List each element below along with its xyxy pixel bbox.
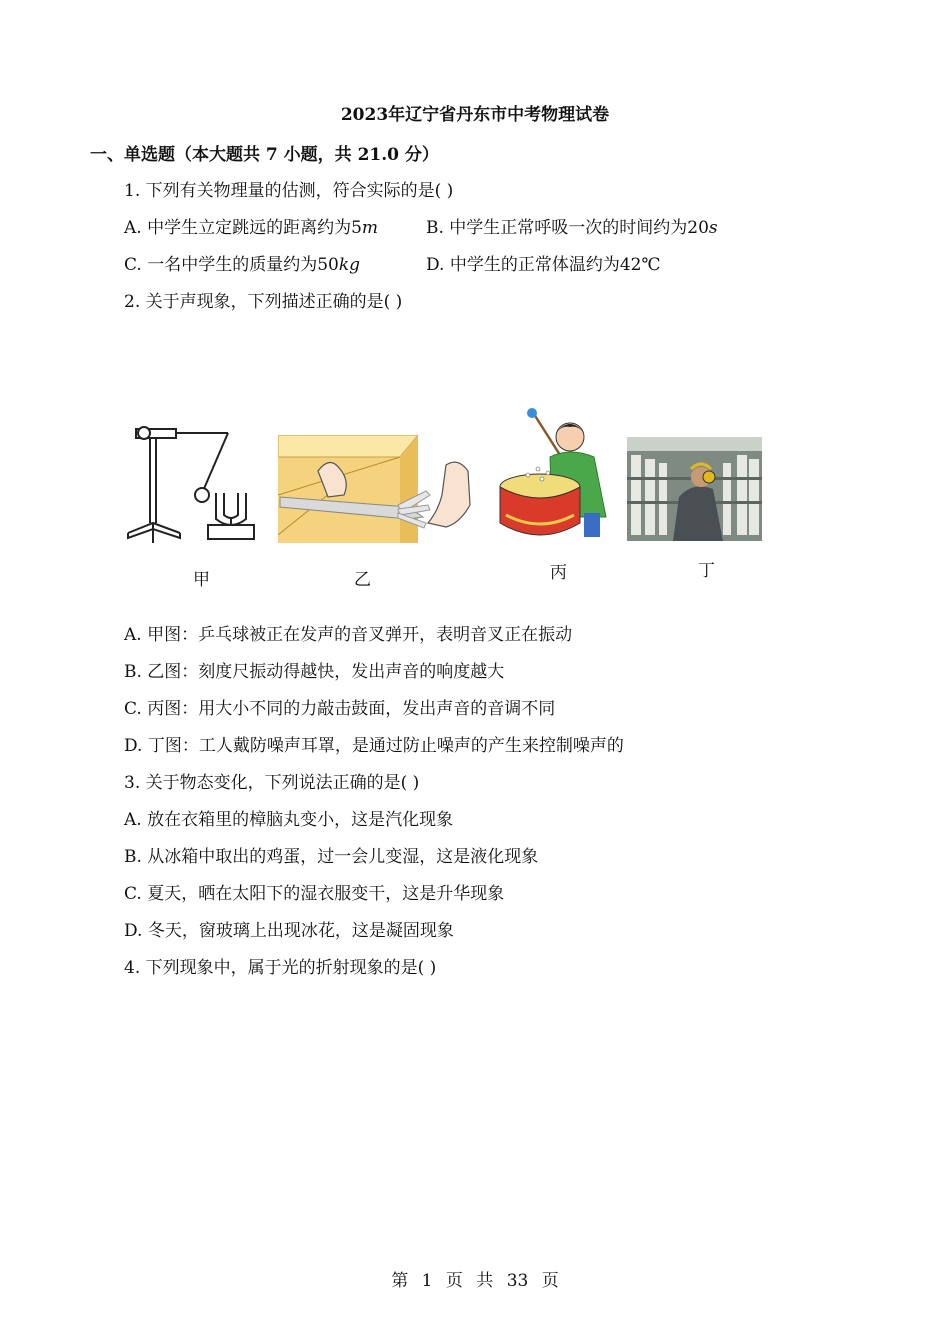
tuning-fork-figure (120, 415, 265, 555)
footer-word-ye: 页 (445, 1271, 463, 1291)
footer-word-di: 第 (391, 1271, 409, 1291)
page-title: 2023年辽宁省丹东市中考物理试卷 (340, 105, 610, 125)
footer-total-pages: 33 (506, 1271, 529, 1291)
q1-stem: 1. 下列有关物理量的估测，符合实际的是( ) (124, 181, 454, 201)
q3-stem: 3. 关于物态变化，下列说法正确的是( ) (124, 773, 420, 793)
footer-page-number: 1 (421, 1271, 433, 1291)
figure-label-yi: 乙 (354, 570, 371, 590)
figure-label-jia: 甲 (193, 570, 210, 590)
q2-option-c: C. 丙图：用大小不同的力敲击鼓面，发出声音的音调不同 (124, 699, 556, 719)
q2-option-b: B. 乙图：刻度尺振动得越快，发出声音的响度越大 (124, 662, 505, 682)
ruler-figure (278, 435, 478, 545)
q3-option-d: D. 冬天，窗玻璃上出现冰花，这是凝固现象 (124, 921, 454, 941)
q3-option-b: B. 从冰箱中取出的鸡蛋，过一会儿变湿，这是液化现象 (124, 847, 539, 867)
q2-option-a: A. 甲图：乒乓球被正在发声的音叉弹开，表明音叉正在振动 (124, 625, 573, 645)
q3-option-a: A. 放在衣箱里的樟脑丸变小，这是汽化现象 (124, 810, 454, 830)
q1-option-a: A. 中学生立定跳远的距离约为5𝑚 (124, 218, 379, 238)
q2-stem: 2. 关于声现象，下列描述正确的是( ) (124, 292, 403, 312)
q4-stem: 4. 下列现象中，属于光的折射现象的是( ) (124, 958, 437, 978)
q1-option-b: B. 中学生正常呼吸一次的时间约为20𝑠 (426, 218, 718, 238)
drum-figure (498, 405, 613, 550)
q1-option-d: D. 中学生的正常体温约为42℃ (426, 255, 661, 275)
figure-label-bing: 丙 (550, 563, 567, 583)
page-footer (0, 1266, 950, 1291)
section-heading: 一、单选题（本大题共 7 小题，共 21.0 分） (90, 145, 439, 165)
footer-word-ye-end: 页 (541, 1271, 559, 1291)
footer-word-gong: 共 (476, 1271, 494, 1291)
q1-option-c: C. 一名中学生的质量约为50𝑘𝑔 (124, 255, 361, 275)
figure-label-ding: 丁 (698, 561, 715, 581)
factory-worker-figure (627, 437, 762, 541)
q2-option-d: D. 丁图：工人戴防噪声耳罩，是通过防止噪声的产生来控制噪声的 (124, 736, 624, 756)
q3-option-c: C. 夏天，晒在太阳下的湿衣服变干，这是升华现象 (124, 884, 505, 904)
